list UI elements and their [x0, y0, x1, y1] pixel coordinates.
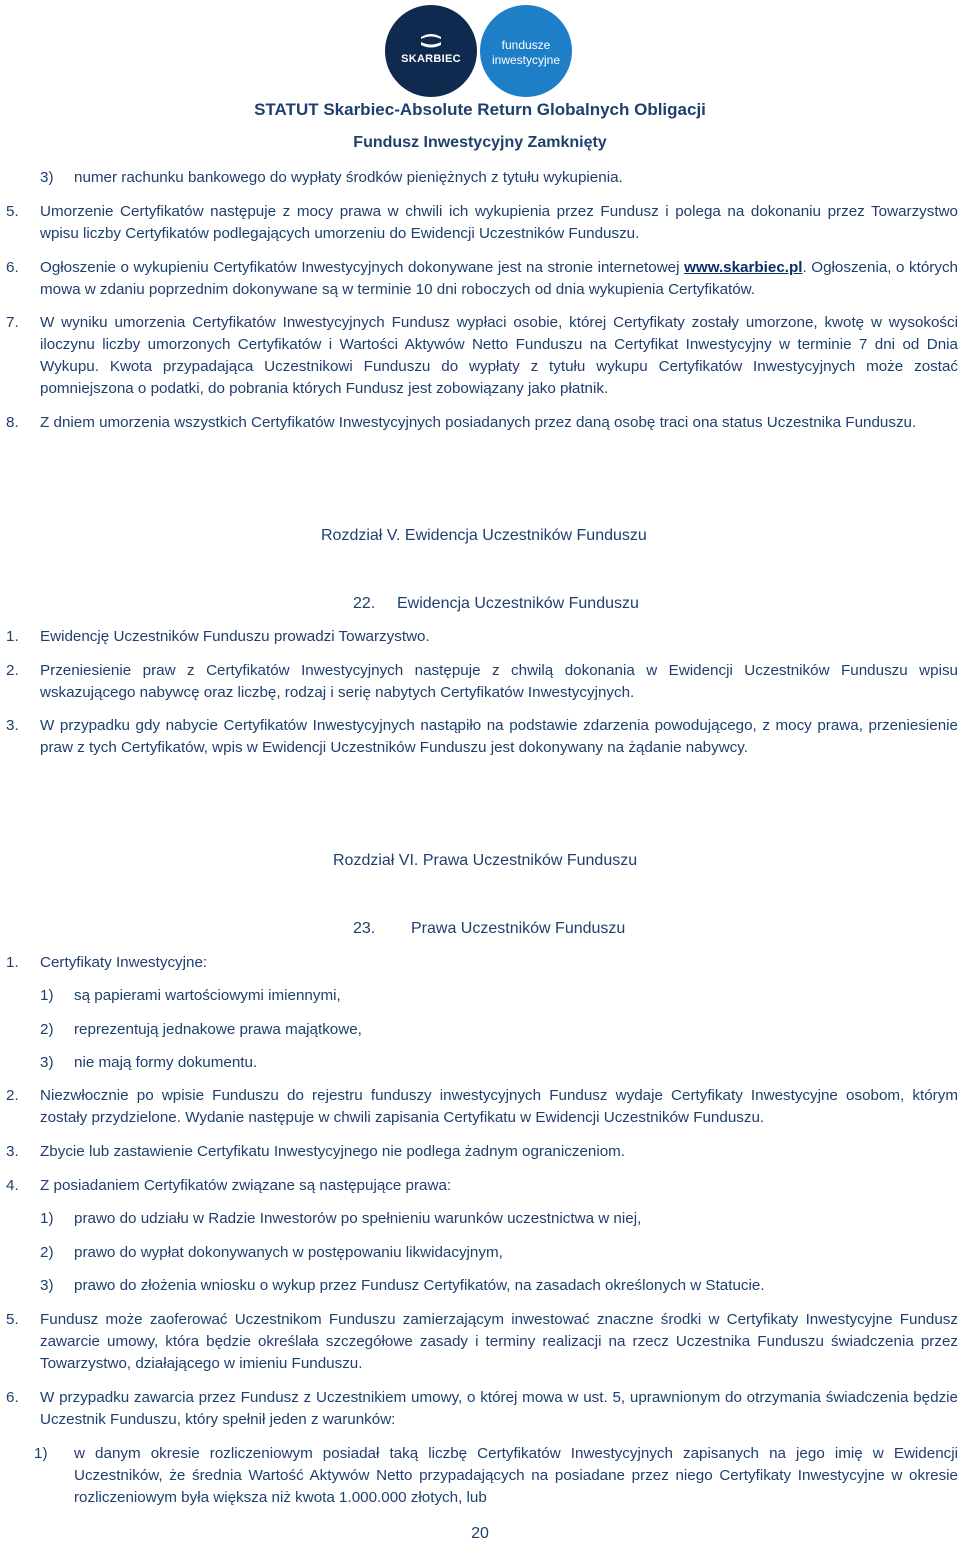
- fundusze-logo: [480, 5, 572, 97]
- list-item: numer rachunku bankowego do wypłaty środków pieniężnych z tytułu wykupienia.: [74, 169, 623, 186]
- section-title: Prawa Uczestników Funduszu: [411, 920, 626, 937]
- item-number: 1): [34, 1445, 48, 1462]
- fundusze-logo-line1: fundusze: [501, 38, 551, 52]
- item-number: 3): [40, 1054, 54, 1071]
- text-segment: . Ogłoszenia, o których mowa w zdaniu poprzednim dokonywane są w terminie 10 dni roboczych od dnia wykupienia Certyfikatów.: [40, 259, 958, 298]
- item-number: 1): [40, 1210, 54, 1227]
- item-number: 4.: [6, 1177, 19, 1194]
- skarbiec-website-link[interactable]: www.skarbiec.pl: [684, 259, 803, 276]
- list-item: Niezwłocznie po wpisie Funduszu do rejestru funduszy inwestycyjnych Fundusz wydaje Certyfikaty Inwestycyjne osobom, którym zostały przydzielone. Wydanie następuje w chwili zapisania Certyfikatu w Ewidencji Uczestników Funduszu.: [40, 1087, 958, 1126]
- item-number: 5.: [6, 1311, 19, 1328]
- list-item: Z posiadaniem Certyfikatów związane są następujące prawa:: [40, 1177, 452, 1194]
- item-number: 2): [40, 1021, 54, 1038]
- list-item: Certyfikaty Inwestycyjne:: [40, 954, 208, 971]
- skarbiec-logo: [385, 5, 477, 97]
- sub-list-item: w danym okresie rozliczeniowym posiadał taką liczbę Certyfikatów Inwestycyjnych zapisanych na jego imię w Ewidencji Uczestników, że średnia Wartość Aktywów Netto przypadających na posiadane przez niego Certyfikaty Inwestycyjne w okresie rozliczeniowym była większa niż kwota 1.000.000 złotych, lub: [74, 1445, 958, 1506]
- sub-list-item: reprezentują jednakowe prawa majątkowe,: [74, 1021, 362, 1038]
- document-subtitle: Fundusz Inwestycyjny Zamknięty: [353, 134, 607, 151]
- chapter-title: Rozdział VI. Prawa Uczestników Funduszu: [333, 852, 638, 869]
- section-title: Ewidencja Uczestników Funduszu: [397, 595, 639, 612]
- item-number: 8.: [6, 414, 19, 431]
- section-number: 22.: [353, 595, 376, 612]
- list-item: W wyniku umorzenia Certyfikatów Inwestycyjnych Fundusz wypłaci osobie, której Certyfikaty zostały umorzone, kwotę w wysokości iloczynu liczby umorzonych Certyfikatów i Wartości Aktywów Netto Funduszu na Certyfikat Inwestycyjny w terminie 7 dni od Dnia Wykupu. Kwota przypadająca Uczestnikowi Funduszu do wypłaty z tytułu wykupu Certyfikatów Inwestycyjnych może zostać pomniejszona o podatki, do pobrania których Fundusz jest zobowiązany jako płatnik.: [40, 314, 958, 397]
- item-number: 6.: [6, 259, 19, 276]
- header-logos: [385, 5, 580, 97]
- item-number: 3.: [6, 1143, 19, 1160]
- skarbiec-mark-icon: [417, 33, 445, 49]
- item-number: 2.: [6, 1087, 19, 1104]
- sub-list-item: prawo do udziału w Radzie Inwestorów po spełnieniu warunków uczestnictwa w niej,: [74, 1210, 642, 1227]
- sub-list-item: nie mają formy dokumentu.: [74, 1054, 258, 1071]
- item-number: 1.: [6, 628, 19, 645]
- item-number: 2.: [6, 662, 19, 679]
- chapter-title: Rozdział V. Ewidencja Uczestników Funduszu: [321, 527, 647, 544]
- list-item: [40, 257, 958, 301]
- section-number: 23.: [353, 920, 376, 937]
- text-segment: Ogłoszenie o wykupieniu Certyfikatów Inwestycyjnych dokonywane jest na stronie internetowej: [40, 259, 685, 276]
- list-item: Przeniesienie praw z Certyfikatów Inwestycyjnych następuje z chwilą dokonania w Ewidencji Uczestników Funduszu wpisu wskazującego nabywcę oraz liczbę, rodzaj i serię nabytych Certyfikatów Inwestycyjnych.: [40, 662, 958, 701]
- sub-list-item: są papierami wartościowymi imiennymi,: [74, 987, 341, 1004]
- item-number: 3): [40, 1277, 54, 1294]
- fundusze-logo-line2: inwestycyjne: [491, 53, 561, 67]
- item-number: 3): [40, 169, 54, 186]
- list-item: Z dniem umorzenia wszystkich Certyfikatów Inwestycyjnych posiadanych przez daną osobę traci ona status Uczestnika Funduszu.: [40, 414, 917, 431]
- list-item: Zbycie lub zastawienie Certyfikatu Inwestycyjnego nie podlega żadnym ograniczeniom.: [40, 1143, 626, 1160]
- list-item: Fundusz może zaoferować Uczestnikom Funduszu zamierzającym inwestować znaczne środki w Certyfikaty Inwestycyjne Fundusz zawarcie umowy, która będzie określała szczegółowe zasady i terminy realizacji na rzecz Uczestnika Funduszu świadczenia przez Towarzystwo, działającego w imieniu Funduszu.: [40, 1311, 958, 1372]
- skarbiec-logo-text: SKARBIEC: [401, 53, 461, 65]
- list-item: Umorzenie Certyfikatów następuje z mocy prawa w chwili ich wykupienia przez Fundusz i polega na dokonaniu przez Towarzystwo wpisu liczby Certyfikatów podlegających umorzeniu do Ewidencji Uczestników Funduszu.: [40, 203, 958, 242]
- list-item: W przypadku gdy nabycie Certyfikatów Inwestycyjnych nastąpiło na podstawie zdarzenia powodującego, z mocy prawa, przeniesienie praw z tych Certyfikatów, wpis w Ewidencji Uczestników Funduszu jest dokonywany na żądanie nabywcy.: [40, 717, 958, 756]
- item-number: 2): [40, 1244, 54, 1261]
- item-number: 5.: [6, 203, 19, 220]
- document-title: STATUT Skarbiec-Absolute Return Globalnych Obligacji: [254, 100, 706, 119]
- item-number: 1): [40, 987, 54, 1004]
- item-number: 7.: [6, 314, 19, 331]
- item-number: 1.: [6, 954, 19, 971]
- page-number: 20: [471, 1525, 489, 1542]
- list-item: Ewidencję Uczestników Funduszu prowadzi Towarzystwo.: [40, 628, 430, 645]
- item-number: 6.: [6, 1389, 19, 1406]
- item-number: 3.: [6, 717, 19, 734]
- sub-list-item: prawo do wypłat dokonywanych w postępowaniu likwidacyjnym,: [74, 1244, 503, 1261]
- list-item: W przypadku zawarcia przez Fundusz z Uczestnikiem umowy, o której mowa w ust. 5, uprawnionym do otrzymania świadczenia będzie Uczestnik Funduszu, który spełnił jeden z warunków:: [40, 1389, 958, 1428]
- sub-list-item: prawo do złożenia wniosku o wykup przez Fundusz Certyfikatów, na zasadach określonych w Statucie.: [74, 1277, 765, 1294]
